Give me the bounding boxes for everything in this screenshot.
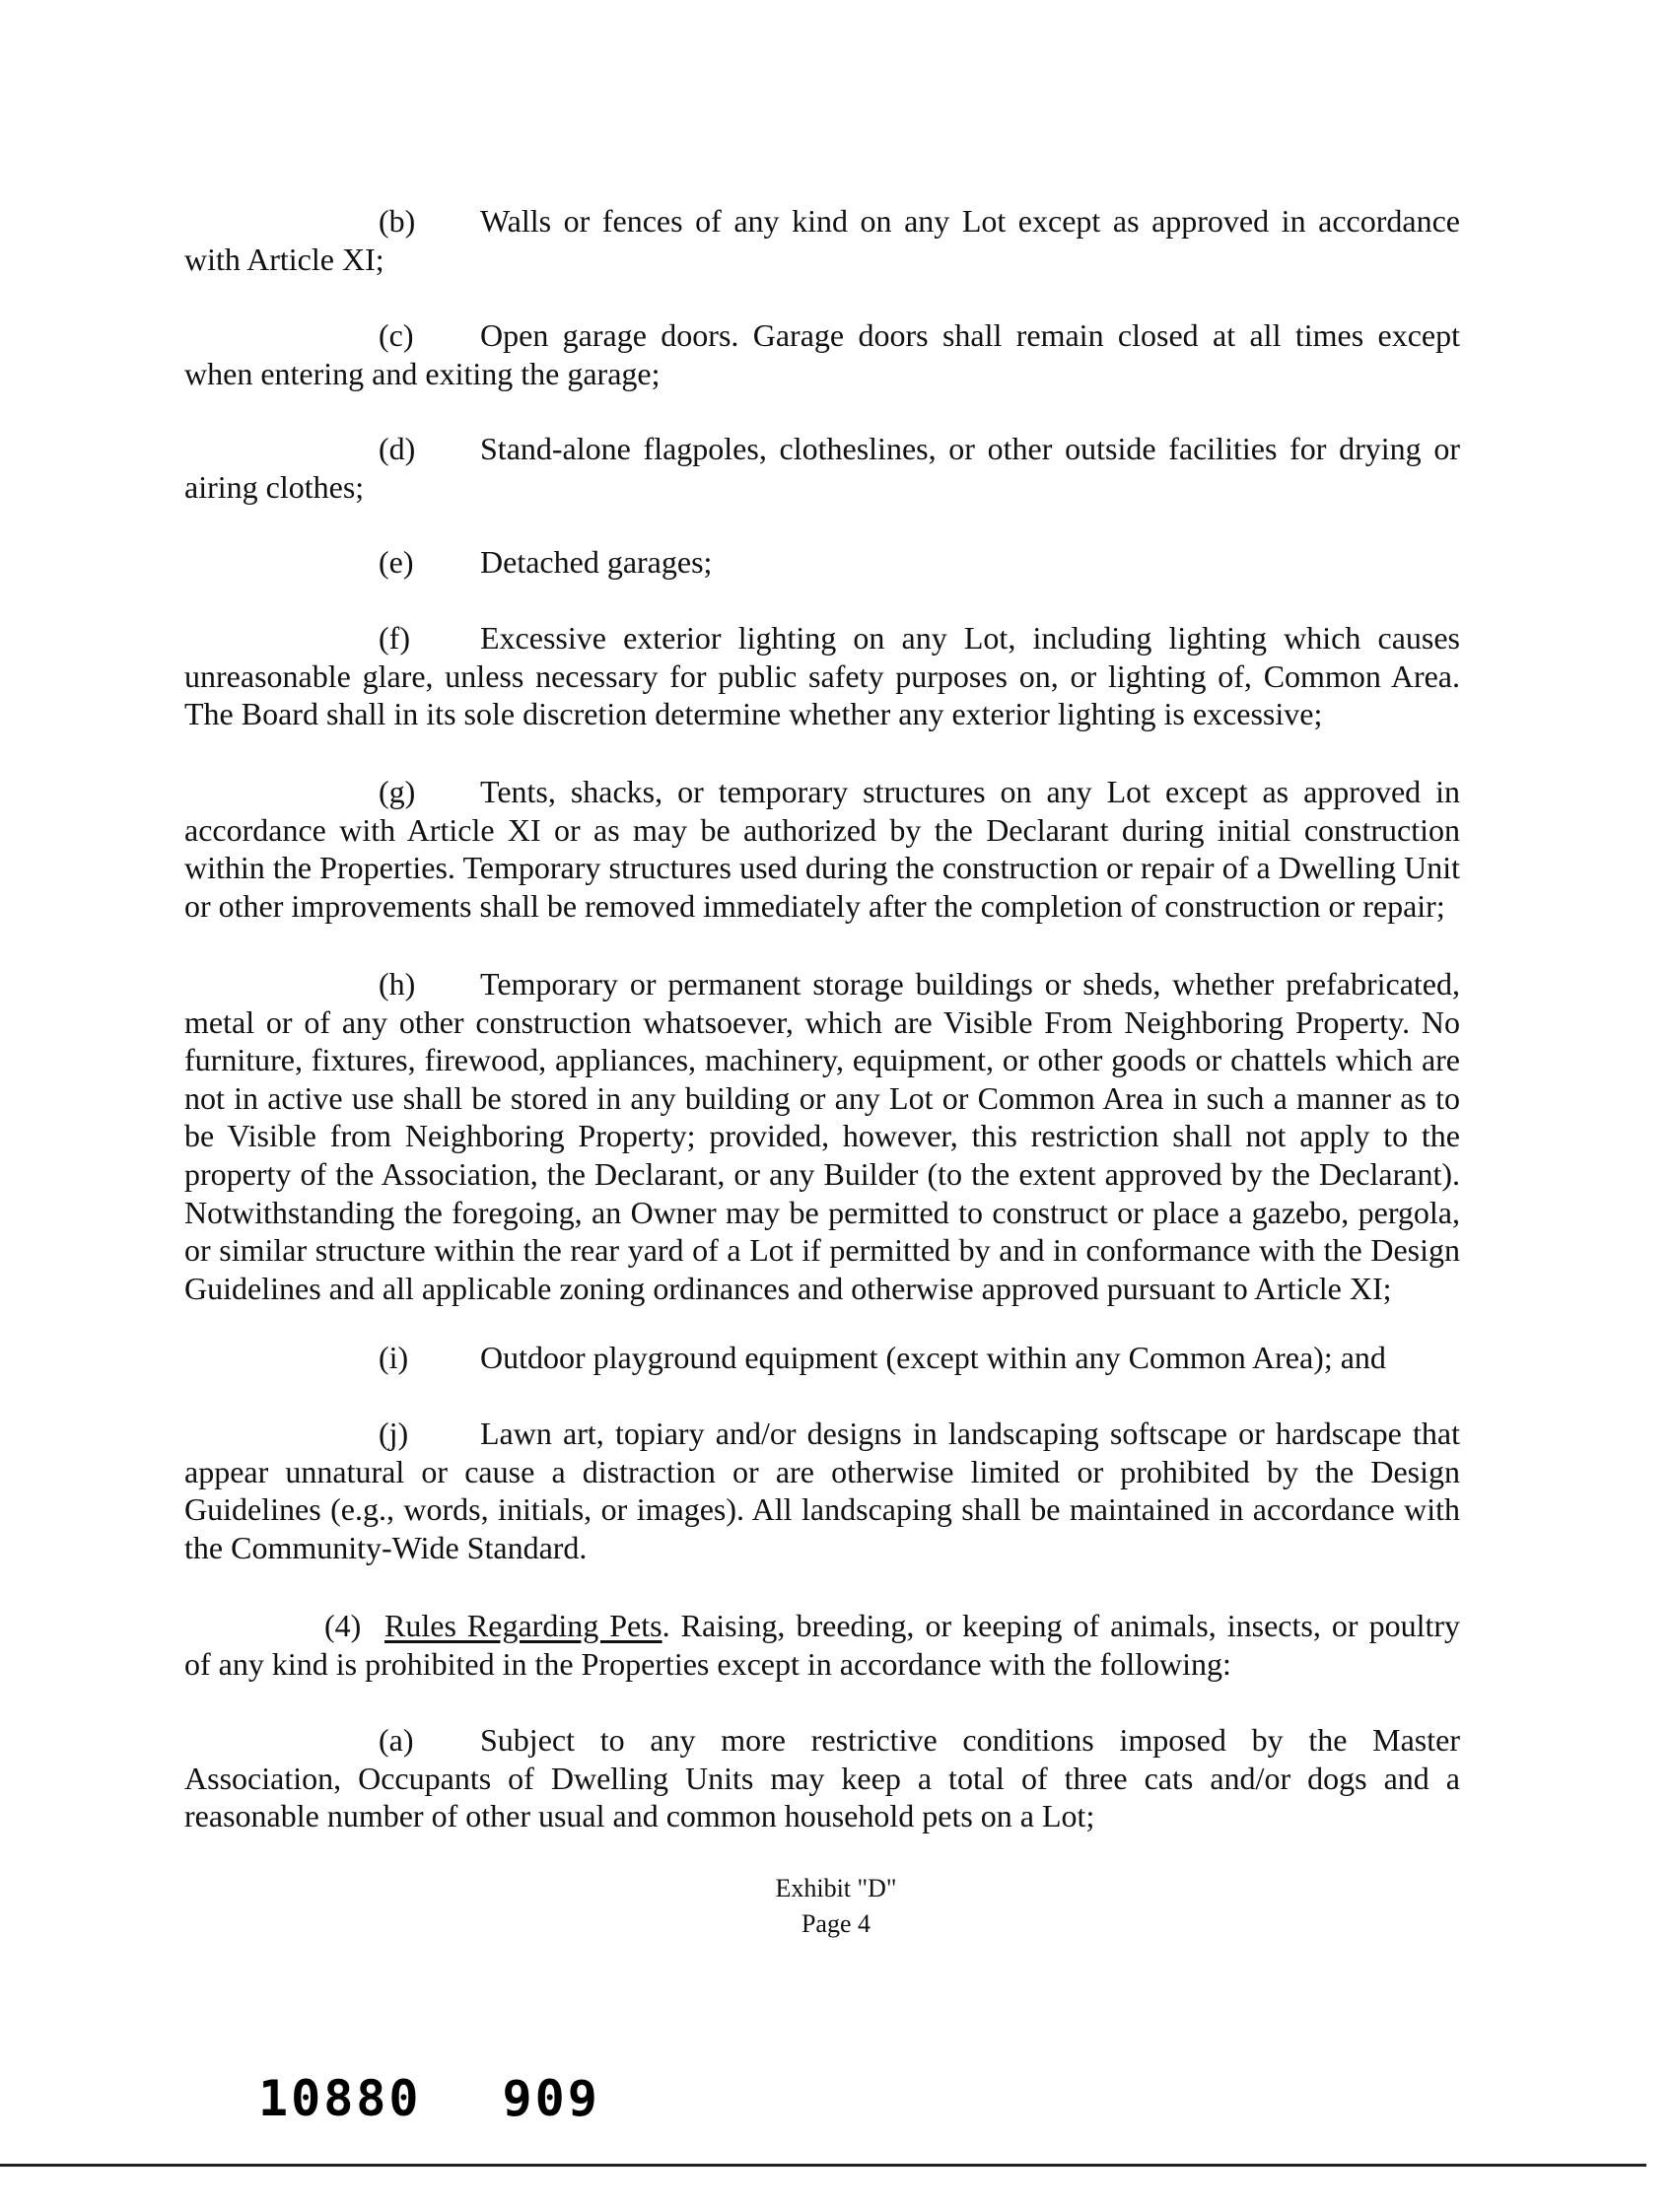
item-i (184, 1339, 1460, 1377)
book-number: 10880 (258, 2070, 422, 2127)
bottom-rule (0, 2164, 1646, 2167)
item-text: Open garage doors. Garage doors shall remain closed at all times except when entering and exiting the garage; (184, 317, 1460, 391)
item-text: Outdoor playground equipment (except within any Common Area); and (480, 1340, 1386, 1375)
item-text: Walls or fences of any kind on any Lot except as approved in accordance with Article XI; (184, 203, 1460, 277)
item-g (184, 773, 1460, 925)
item-label: (i) (379, 1340, 409, 1375)
book-page-number: 909 (502, 2070, 600, 2127)
page-number: Page 4 (801, 1909, 871, 1938)
item-text: Stand-alone flagpoles, clotheslines, or other outside facilities for drying or airing clothes; (184, 431, 1460, 505)
item-label: (g) (379, 774, 416, 809)
item-label: (c) (379, 317, 414, 353)
exhibit-label: Exhibit "D" (775, 1874, 897, 1902)
section-heading: Rules Regarding Pets (384, 1608, 662, 1643)
item-label: (b) (379, 203, 416, 239)
item-text: Excessive exterior lighting on any Lot, including lighting which causes unreasonable glare, unless necessary for public safety purposes on, or lighting of, Common Area. The Board shall in its sole discretion determine whether any exterior lighting is excessive; (184, 620, 1460, 732)
item-label: (h) (379, 966, 416, 1002)
item-label: (d) (379, 431, 416, 466)
item-label: (j) (379, 1416, 409, 1451)
item-label: (a) (379, 1722, 414, 1758)
section-label: (4) (324, 1608, 362, 1643)
pets-item-a (184, 1721, 1460, 1835)
section-text: . Raising, breeding, or keeping of animals, insects, or poultry of any kind is prohibited in the Properties except in accordance with the following: (184, 1608, 1461, 1682)
item-text: Tents, shacks, or temporary structures on any Lot except as approved in accordance with Article XI or as may be authorized by the Declarant during initial construction within the Properties. Temporary structures used during the construction or repair of a Dwelling Unit or other improvements shall be removed immediately after the completion of construction or repair; (184, 774, 1460, 924)
item-label: (f) (379, 620, 410, 656)
item-f (184, 619, 1460, 733)
item-text: Lawn art, topiary and/or designs in landscaping softscape or hardscape that appear unnatural or cause a distraction or are otherwise limited or prohibited by the Design Guidelines (e.g., words, initials, or images). All landscaping shall be maintained in accordance with the Community-Wide Standard. (184, 1416, 1460, 1565)
item-b (184, 202, 1460, 278)
item-text: Subject to any more restrictive conditions imposed by the Master Association, Occupants of Dwelling Units may keep a total of three cats and/or dogs and a reasonable number of other usual and common household pets on a Lot; (184, 1722, 1460, 1834)
item-label: (e) (379, 544, 414, 580)
item-text: Detached garages; (480, 544, 713, 580)
item-j (184, 1415, 1460, 1566)
item-text: Temporary or permanent storage buildings or sheds, whether prefabricated, metal or of any other construction whatsoever, which are Visible From Neighboring Property. No furniture, fixtures, firewood, appliances, machinery, equipment, or other goods or chattels which are not in active use shall be stored in any building or any Lot or Common Area in such a manner as to be Visible from Neighboring Property; provided, however, this restriction shall not apply to the property of the Association, the Declarant, or any Builder (to the extent approved by the Declarant). Notwithstanding the foregoing, an Owner may be permitted to construct or place a gazebo, pergola, or similar structure within the rear yard of a Lot if permitted by and in conformance with the Design Guidelines and all applicable zoning ordinances and otherwise approved pursuant to Article XI; (184, 966, 1460, 1306)
item-c (184, 316, 1460, 392)
book-page-stamp (258, 2070, 600, 2127)
item-d (184, 430, 1460, 506)
section-rules-regarding-pets (184, 1607, 1460, 1683)
item-e (184, 543, 1460, 582)
item-h (184, 965, 1460, 1307)
